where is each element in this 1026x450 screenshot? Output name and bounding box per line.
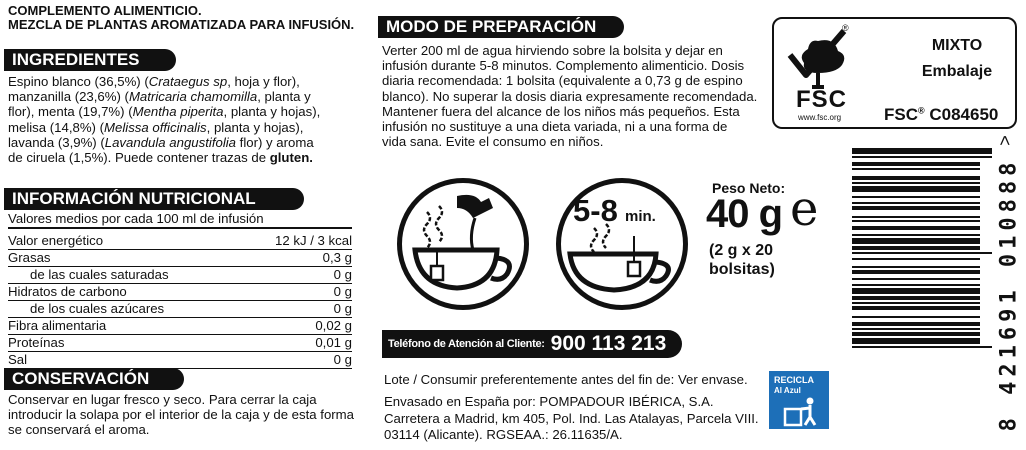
nutrition-value: 0 g bbox=[333, 284, 352, 299]
barcode-bar bbox=[852, 306, 980, 310]
barcode-bar bbox=[852, 246, 980, 250]
preparation-header: MODO DE PREPARACIÓN bbox=[378, 16, 624, 38]
barcode-bar bbox=[852, 182, 980, 184]
net-weight-label: Peso Neto: bbox=[712, 180, 786, 196]
recycle-badge: RECICLA Al Azul bbox=[769, 371, 829, 429]
barcode-bar bbox=[852, 302, 980, 304]
barcode-bar bbox=[852, 288, 980, 294]
barcode-bar bbox=[852, 234, 980, 236]
nutrition-row bbox=[8, 352, 352, 369]
barcode-bar bbox=[852, 258, 980, 260]
nutrition-label: Grasas bbox=[8, 250, 51, 265]
barcode-arrow: > bbox=[994, 135, 1015, 146]
net-weight-value: 40 g bbox=[706, 192, 783, 236]
nutrition-row bbox=[8, 284, 352, 301]
nutrition-row bbox=[8, 267, 352, 284]
barcode-bar bbox=[852, 176, 980, 180]
barcode-bar bbox=[852, 316, 980, 318]
barcode-bar bbox=[852, 346, 992, 348]
barcode-bar bbox=[852, 168, 980, 170]
nutrition-label: Fibra alimentaria bbox=[8, 318, 107, 333]
nutrition-label: Hidratos de carbono bbox=[8, 284, 127, 299]
fsc-code: FSC® C084650 bbox=[884, 105, 999, 124]
lot-info: Lote / Consumir preferentemente antes del fin de: Ver envase. bbox=[384, 372, 748, 387]
nutrition-header: INFORMACIÓN NUTRICIONAL bbox=[4, 188, 304, 210]
nutrition-value: 0,3 g bbox=[322, 250, 352, 265]
packer-info: Envasado en España por: POMPADOUR IBÉRICA, S.A. Carretera a Madrid, km 405, Pol. Ind. Las Atalayas, Parcela VIII. 03114 (Alicante). RGSEAA.: 26.11635/A. bbox=[384, 394, 759, 442]
cup-pour-icon bbox=[397, 178, 529, 310]
barcode-number-wrap bbox=[994, 146, 1024, 442]
fsc-tree-check-icon bbox=[784, 25, 856, 89]
product-description: MEZCLA DE PLANTAS AROMATIZADA PARA INFUSIÓN. bbox=[8, 17, 355, 32]
barcode-bar bbox=[852, 156, 992, 158]
fsc-embalaje: Embalaje bbox=[921, 63, 993, 80]
nutrition-value: 0,01 g bbox=[315, 335, 352, 350]
nutrition-label: de las cuales saturadas bbox=[30, 267, 169, 282]
fsc-mixto: MIXTO bbox=[931, 37, 983, 54]
nutrition-row bbox=[8, 250, 352, 267]
nutrition-row bbox=[8, 301, 352, 318]
nutrition-value: 0 g bbox=[333, 301, 352, 316]
nutrition-subtitle: Valores medios por cada 100 ml de infusión bbox=[8, 211, 352, 229]
barcode-bar bbox=[852, 226, 980, 230]
barcode-bar bbox=[852, 284, 980, 286]
barcode-bar bbox=[852, 238, 980, 244]
estimated-sign: e bbox=[790, 181, 819, 237]
barcode-bar bbox=[852, 338, 980, 344]
nutrition-table bbox=[8, 233, 352, 369]
barcode-bar bbox=[852, 216, 980, 218]
barcode-bar bbox=[852, 270, 980, 274]
preparation-line: vida sana. Evite el consumo en niños. bbox=[382, 134, 604, 150]
nutrition-value: 0 g bbox=[333, 352, 352, 367]
preparation-line: blanco). No superar la dosis diaria expresamente recomendada. bbox=[382, 88, 758, 104]
fsc-logo-text: FSC bbox=[796, 86, 847, 113]
customer-phone-bar bbox=[382, 330, 682, 358]
nutrition-value: 12 kJ / 3 kcal bbox=[275, 233, 352, 248]
barcode-bar bbox=[852, 252, 992, 254]
nutrition-row bbox=[8, 233, 352, 250]
nutrition-label: Valor energético bbox=[8, 233, 104, 248]
barcode-bar bbox=[852, 196, 980, 198]
product-type: COMPLEMENTO ALIMENTICIO. bbox=[8, 3, 202, 18]
steep-time-unit: min. bbox=[625, 208, 656, 225]
barcode-number: 8 421691 010888 bbox=[996, 157, 1022, 431]
barcode-bar bbox=[852, 266, 980, 268]
barcode-bar bbox=[852, 148, 992, 154]
barcode-bar bbox=[852, 186, 980, 192]
barcode-bar bbox=[852, 296, 980, 300]
nutrition-label: Sal bbox=[8, 352, 28, 367]
barcode-bar bbox=[852, 332, 980, 336]
barcode-bar bbox=[852, 202, 980, 204]
preparation-line: diaria recomendada: 1 bolsita (equivalente a 0,73 g de espino bbox=[382, 73, 743, 89]
conservation-header: CONSERVACIÓN bbox=[4, 368, 184, 390]
nutrition-row bbox=[8, 335, 352, 352]
phone-label: Teléfono de Atención al Cliente: bbox=[388, 338, 545, 350]
ingredients-header: INGREDIENTES bbox=[4, 49, 176, 71]
fsc-reg-mark: ® bbox=[842, 23, 849, 33]
barcode-bar bbox=[852, 162, 980, 166]
nutrition-value: 0,02 g bbox=[315, 318, 352, 333]
net-weight-detail: (2 g x 20 bolsitas) bbox=[709, 242, 775, 278]
nutrition-value: 0 g bbox=[333, 267, 352, 282]
preparation-line: infusión no sustituye a una dieta variada, ni a una forma de bbox=[382, 119, 728, 135]
nutrition-label: de los cuales azúcares bbox=[30, 301, 165, 316]
barcode-bar bbox=[852, 220, 980, 222]
barcode-bar bbox=[852, 206, 980, 210]
barcode-bar bbox=[852, 322, 980, 326]
barcode-bar bbox=[852, 278, 980, 280]
phone-number: 900 113 213 bbox=[550, 332, 667, 355]
recycle-bin-icon bbox=[783, 395, 819, 427]
fsc-certification bbox=[772, 17, 1017, 129]
preparation-text bbox=[382, 43, 762, 149]
nutrition-label: Proteínas bbox=[8, 335, 65, 350]
barcode-bar bbox=[852, 328, 980, 330]
barcode bbox=[852, 146, 992, 446]
preparation-line: Mantener fuera del alcance de los niños más pequeños. Esta bbox=[382, 103, 740, 119]
preparation-line: infusión durante 5-8 minutos. Complemento alimenticio. Dosis bbox=[382, 58, 745, 74]
preparation-line: Verter 200 ml de agua hirviendo sobre la bolsita y dejar en bbox=[382, 43, 723, 58]
ingredients-text: Espino blanco (36,5%) (Crataegus sp, hoja y flor), manzanilla (23,6%) (Matricaria chamomilla, planta y flor), menta (19,7%) (Mentha piperita, planta y hojas), melisa (14,8%) (Melissa officinalis, planta y hojas), lavanda (3,9%) (Lavandula angustifolia flor) y aroma de ciruela (1,5%). Puede contener trazas de gluten. bbox=[8, 74, 321, 166]
cup-steep-icon bbox=[556, 178, 688, 310]
nutrition-row bbox=[8, 318, 352, 335]
fsc-url: www.fsc.org bbox=[798, 113, 842, 122]
conservation-text: Conservar en lugar fresco y seco. Para cerrar la caja introducir la solapa por el interior de la caja y de esta forma se conservará el aroma. bbox=[8, 392, 354, 438]
steep-time-value: 5-8 bbox=[573, 193, 618, 228]
